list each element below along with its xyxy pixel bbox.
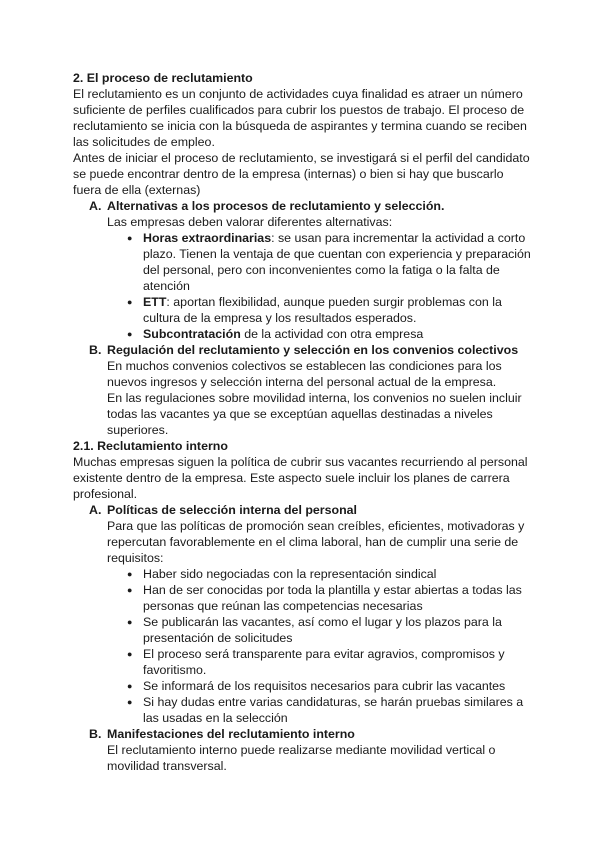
section-2-paragraph-1: El reclutamiento es un conjunto de actividades cuya finalidad es atraer un número suficiente de perfiles cualificados para cubrir los puestos de trabajo. El proceso de reclutamiento se inicia con la búsqueda de aspirantes y termina cuando se reciben las solicitudes de empleo. [73, 87, 527, 149]
section-2-1-paragraph-1: Muchas empresas siguen la política de cubrir sus vacantes recurriendo al personal existente dentro de la empresa. Este aspecto suele incluir los planes de carrera profesional. [73, 455, 528, 501]
list-item: ● Se publicarán las vacantes, así como el lugar y los plazos para la presentación de solicitudes [107, 614, 533, 646]
list-item-text: : aportan flexibilidad, aunque pueden surgir problemas con la cultura de la empresa y los resultados esperados. [143, 295, 502, 325]
list-item: ● Se informará de los requisitos necesarios para cubrir las vacantes [107, 678, 533, 694]
subsection-paragraph-2: En las regulaciones sobre movilidad interna, los convenios no suelen incluir todas las vacantes ya que se exceptúan aquellas destinadas a niveles superiores. [107, 391, 522, 437]
list-item-term: Subcontratación [143, 327, 241, 341]
list-item-term: Horas extraordinarias [143, 231, 272, 245]
list-item [107, 326, 533, 342]
alternatives-list [107, 230, 533, 342]
section-2-heading: 2. El proceso de reclutamiento [73, 71, 253, 85]
list-item [107, 294, 533, 326]
subsection-intro: Las empresas deben valorar diferentes alternativas: [107, 215, 393, 229]
subsection-title: Manifestaciones del reclutamiento interno [107, 727, 355, 741]
section-2-1-heading: 2.1. Reclutamiento interno [73, 439, 228, 453]
subsection-letter: B. [89, 343, 102, 357]
subsection-letter: A. [89, 503, 102, 517]
list-item-text: de la actividad con otra empresa [240, 327, 424, 341]
requirements-list [107, 566, 533, 726]
subsection-letter: B. [89, 727, 102, 741]
subsection-2-1-a [73, 502, 533, 726]
list-item: ● Haber sido negociadas con la representación sindical [107, 566, 533, 582]
subsection-2-b [73, 342, 533, 438]
list-item: ● Si hay dudas entre varias candidaturas, se harán pruebas similares a las usadas en la selección [107, 694, 533, 726]
document-page [73, 70, 533, 774]
list-item-text: : se usan para incrementar la actividad a corto plazo. Tienen la ventaja de que cuentan con experiencia y preparación del personal, pero con inconvenientes como la fatiga o la falta de atención [143, 231, 531, 293]
section-2-paragraph-2: Antes de iniciar el proceso de reclutamiento, se investigará si el perfil del candidato se puede encontrar dentro de la empresa (internas) o bien si hay que buscarlo fuera de ella (externas) [73, 151, 530, 197]
subsection-letter: A. [89, 199, 102, 213]
subsection-title: Regulación del reclutamiento y selección en los convenios colectivos [107, 343, 519, 357]
subsection-2-1-b [73, 726, 533, 774]
subsection-paragraph-1: En muchos convenios colectivos se establecen las condiciones para los nuevos ingresos y selección interna del personal actual de la empresa. [107, 359, 502, 389]
subsection-title: Alternativas a los procesos de reclutamiento y selección. [107, 199, 445, 213]
list-item: ● Han de ser conocidas por toda la plantilla y estar abiertas a todas las personas que reúnan las competencias necesarias [107, 582, 533, 614]
subsection-intro: Para que las políticas de promoción sean creíbles, eficientes, motivadoras y repercutan favorablemente en el clima laboral, han de cumplir una serie de requisitos: [107, 519, 525, 565]
list-item-term: ETT [143, 295, 167, 309]
subsection-title: Políticas de selección interna del personal [107, 503, 357, 517]
list-item [107, 230, 533, 294]
subsection-paragraph-1: El reclutamiento interno puede realizarse mediante movilidad vertical o movilidad transversal. [107, 743, 496, 773]
list-item: ● El proceso será transparente para evitar agravios, compromisos y favoritismo. [107, 646, 533, 678]
subsection-2-a [73, 198, 533, 342]
